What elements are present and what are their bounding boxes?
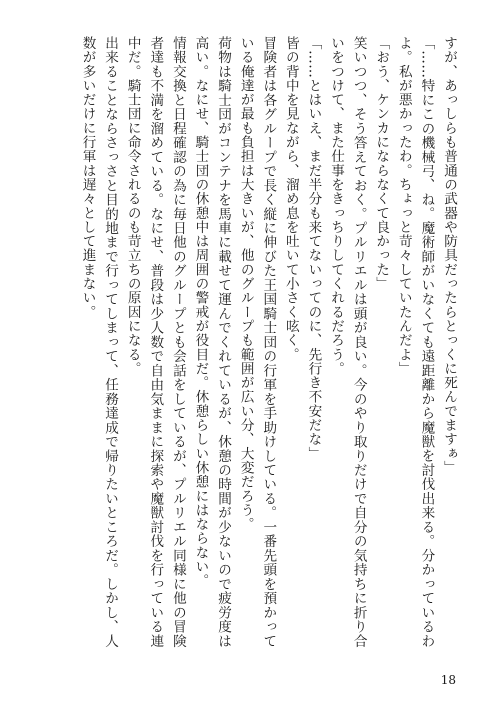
paragraph-10: 出来ることならさっさと目的地まで行ってしまって、任務達成で帰りたいところだ。しかし、人数が多いだけに行軍は遅々として進まない。 [79,36,119,648]
paragraph-1: すが、あっしらも普通の武器や防具だったらとっくに死んでますぁ」 [441,36,457,475]
paragraph-6: 皆の背中を見ながら、溜め息を吐いて小さく呟く。 [282,36,299,362]
paragraph-8: 荷物は騎士団がコンテナを馬車に載せて運んでくれているが、休憩の時間が少ないので疲労度は高い。なにせ、騎士団の休憩中は周囲の警戒が役目だ。休憩らしい休憩にはならない。 [192,36,232,648]
paragraph-3: 「おう、ケンカにならなくて良かった」 [373,36,390,291]
paragraph-9: 情報交換と日程確認の為に毎日他のグループとも会話をしているが、プルリエル同様に他の冒険者達も不満を溜めている。なにせ、普段は少人数で自由気ままに探索や魔獣討伐を行っている連中だ。騎士団に命令されるのも苛立ちの原因になる。 [124,36,186,648]
paragraph-5: 「……とはいえ、まだ半分も来てないってのに、先行き不安だな」 [305,36,322,461]
page-number: 18 [440,673,456,687]
paragraph-7: 冒険者は各グループで長く縦に伸びた王国騎士団の行軍を手助けしている。一番先頭を預かっている俺達が最も負担は大きいが、他のグループも範囲が広い分、大変だろう。 [237,36,277,648]
paragraph-4: 笑いつつ、そう答えておく。プルリエルは頭が良い。今のやり取りだけで自分の気持ちに折り合いをつけて、また仕事をきっちりしてくれるだろう。 [328,36,367,648]
vertical-text-block [20,36,460,648]
paragraph-2: 「……特にこの機械弓、ね。魔術師がいなくても遠距離から魔獣を討伐出来る。分かっているわよ。私が悪かったわ。ちょっと苛々していたんだよ」 [395,36,435,648]
